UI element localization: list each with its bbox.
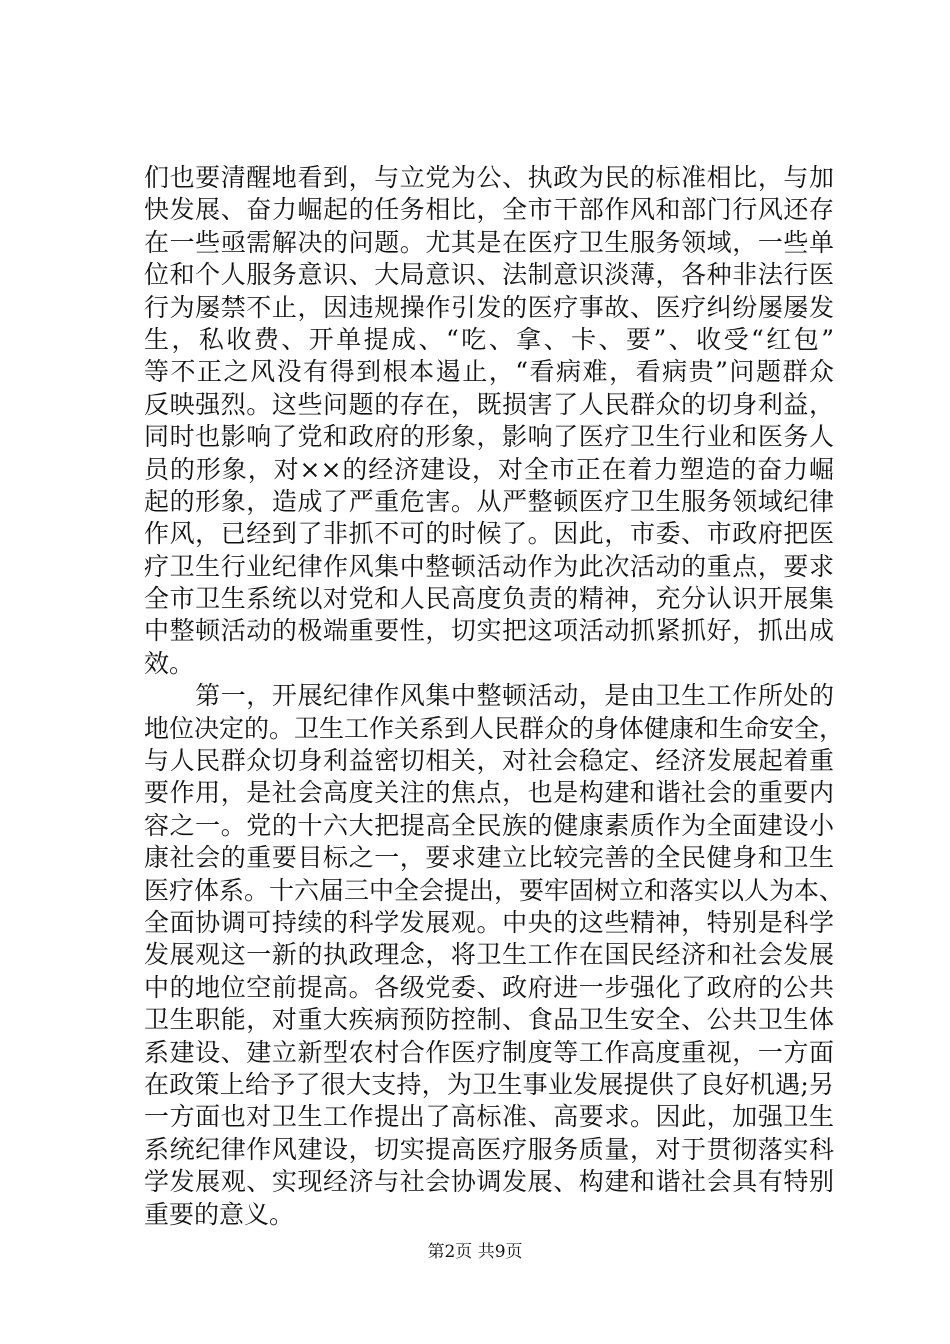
text-line: 全市卫生系统以对党和人民高度负责的精神，充分认识开展集 — [144, 584, 834, 614]
text-line: 与人民群众切身利益密切相关，对社会稳定、经济发展起着重 — [144, 746, 834, 776]
text-line: 要作用，是社会高度关注的焦点，也是构建和谐社会的重要内 — [144, 778, 834, 808]
text-line: 中整顿活动的极端重要性，切实把这项活动抓紧抓好，抓出成 — [144, 616, 834, 646]
text-line: 第一，开展纪律作风集中整顿活动，是由卫生工作所处的 — [144, 681, 834, 711]
text-line: 们也要清醒地看到，与立党为公、执政为民的标准相比，与加 — [144, 163, 834, 192]
text-line: 学发展观、实现经济与社会协调发展、构建和谐社会具有特别 — [144, 1167, 834, 1197]
text-line: 起的形象，造成了严重危害。从严整顿医疗卫生服务领域纪律 — [144, 486, 834, 516]
text-line: 等不正之风没有得到根本遏止，“看病难，看病贵”问题群众 — [144, 357, 834, 387]
text-line: 全面协调可持续的科学发展观。中央的这些精神，特别是科学 — [144, 907, 834, 937]
text-line: 位和个人服务意识、大局意识、法制意识淡薄，各种非法行医 — [144, 260, 834, 290]
body-text — [144, 162, 845, 1231]
text-line: 生，私收费、开单提成、“吃、拿、卡、要”、收受“红包” — [144, 324, 834, 354]
text-line: 反映强烈。这些问题的存在，既损害了人民群众的切身利益， — [144, 389, 834, 419]
text-line: 在政策上给予了很大支持，为卫生事业发展提供了良好机遇;另 — [144, 1069, 834, 1099]
text-line: 同时也影响了党和政府的形象，影响了医疗卫生行业和医务人 — [144, 422, 834, 452]
text-line: 发展观这一新的执政理念，将卫生工作在国民经济和社会发展 — [144, 940, 834, 970]
text-line: 容之一。党的十六大把提高全民族的健康素质作为全面建设小 — [144, 810, 834, 840]
paragraph — [144, 680, 845, 1231]
text-line: 卫生职能，对重大疾病预防控制、食品卫生安全、公共卫生体 — [144, 1005, 834, 1035]
text-line: 系建设、建立新型农村合作医疗制度等工作高度重视，一方面 — [144, 1037, 834, 1067]
text-line: 行为屡禁不止，因违规操作引发的医疗事故、医疗纠纷屡屡发 — [144, 292, 834, 322]
text-line: 中的地位空前提高。各级党委、政府进一步强化了政府的公共 — [144, 972, 834, 1002]
text-line: 一方面也对卫生工作提出了高标准、高要求。因此，加强卫生 — [144, 1102, 834, 1132]
text-line: 康社会的重要目标之一，要求建立比较完善的全民健身和卫生 — [144, 843, 834, 873]
text-line: 快发展、奋力崛起的任务相比，全市干部作风和部门行风还存 — [144, 195, 834, 225]
page-number-footer: 第2页 共9页 — [427, 1242, 523, 1262]
text-line: 员的形象，对××的经济建设，对全市正在着力塑造的奋力崛 — [144, 454, 834, 484]
text-line: 在一些亟需解决的问题。尤其是在医疗卫生服务领域，一些单 — [144, 227, 834, 257]
text-line: 系统纪律作风建设，切实提高医疗服务质量，对于贯彻落实科 — [144, 1134, 834, 1164]
text-line: 作风，已经到了非抓不可的时候了。因此，市委、市政府把医 — [144, 519, 834, 549]
text-line: 重要的意义。 — [144, 1199, 295, 1229]
text-line: 医疗体系。十六届三中全会提出，要牢固树立和落实以人为本、 — [144, 875, 845, 905]
paragraph — [144, 162, 834, 680]
text-line: 地位决定的。卫生工作关系到人民群众的身体健康和生命安全， — [144, 713, 845, 743]
text-line: 效。 — [144, 648, 195, 678]
text-line: 疗卫生行业纪律作风集中整顿活动作为此次活动的重点，要求 — [144, 551, 834, 581]
